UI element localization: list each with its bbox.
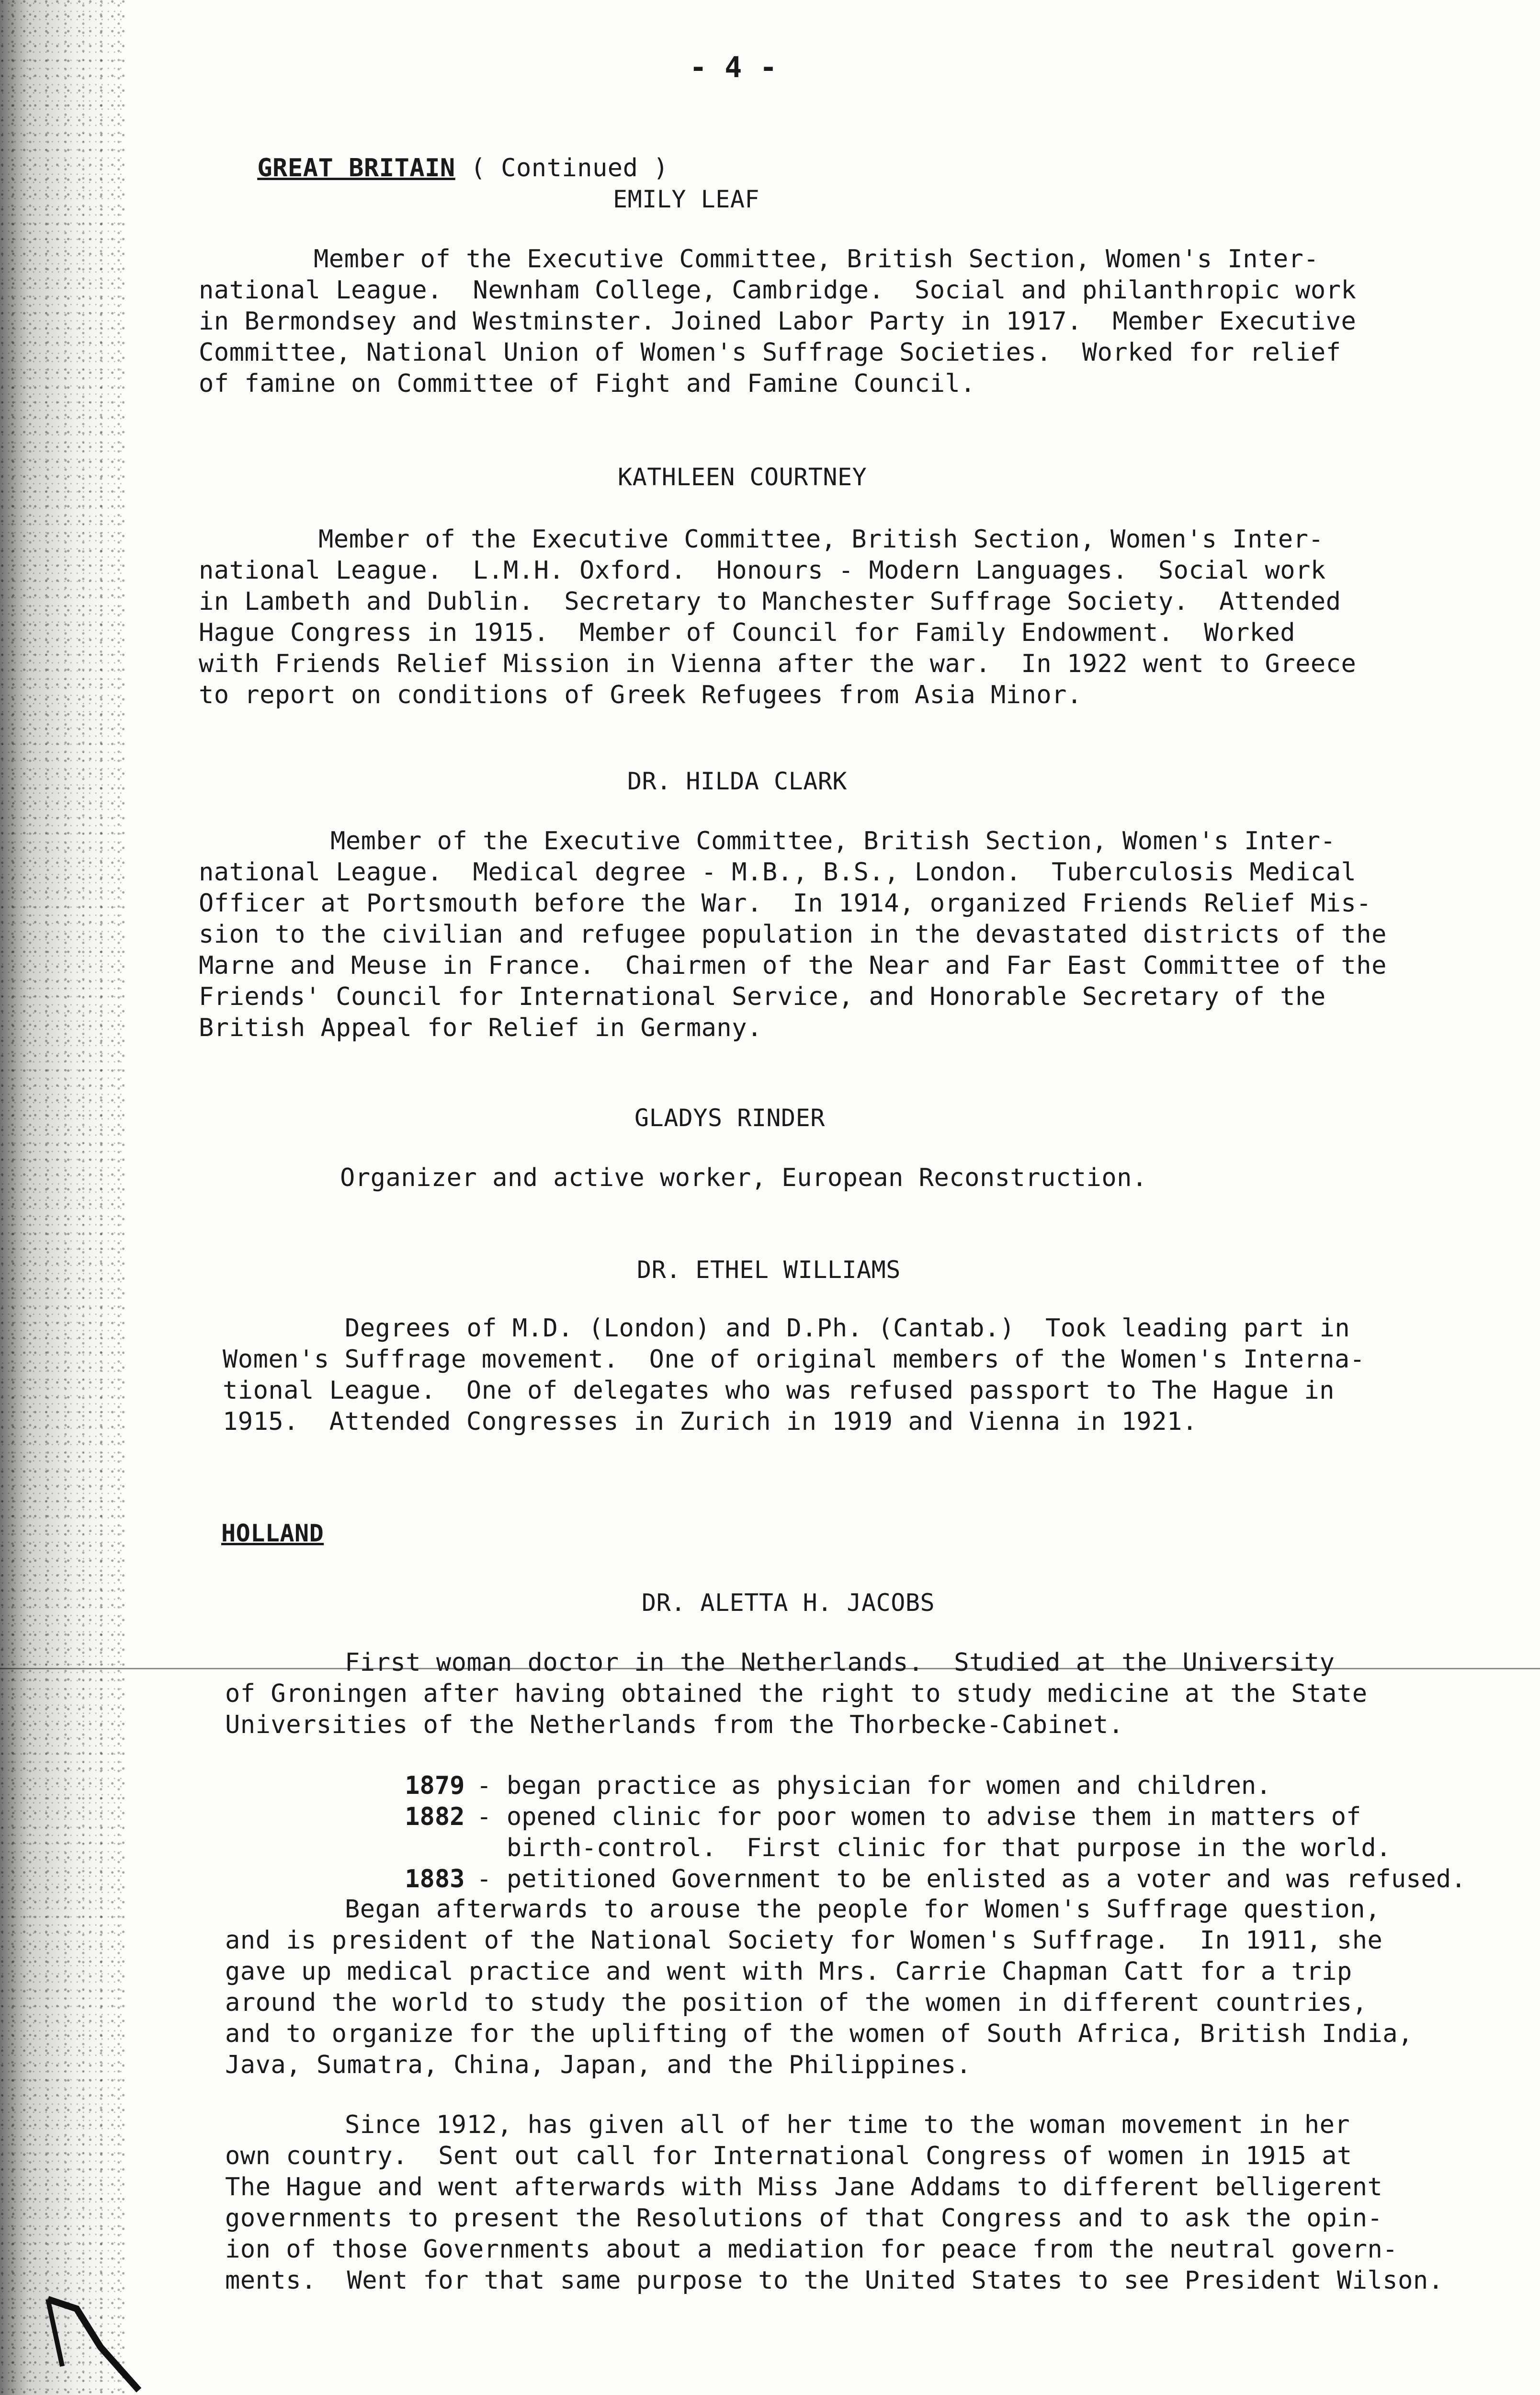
page-number: - 4 - bbox=[690, 51, 778, 84]
entry-line: Member of the Executive Committee, British Section, Women's Inter- bbox=[318, 525, 1324, 554]
entry-line: ments. Went for that same purpose to the United States to see President Wilson. bbox=[225, 2266, 1444, 2295]
timeline-year: 1882 bbox=[405, 1802, 465, 1831]
entry-line: tional League. One of delegates who was refused passport to The Hague in bbox=[223, 1376, 1335, 1405]
entry-line: in Lambeth and Dublin. Secretary to Manchester Suffrage Society. Attended bbox=[199, 587, 1341, 616]
corner-pencil-mark bbox=[43, 2290, 153, 2395]
entry-line: with Friends Relief Mission in Vienna after the war. In 1922 went to Greece bbox=[199, 650, 1357, 678]
entry-line: Member of the Executive Committee, British Section, Women's Inter- bbox=[314, 245, 1319, 274]
entry-line: to report on conditions of Greek Refugees from Asia Minor. bbox=[199, 681, 1082, 709]
timeline-text: - began practice as physician for women and children. bbox=[476, 1771, 1271, 1800]
timeline-year: 1879 bbox=[405, 1771, 465, 1800]
entry-line: Officer at Portsmouth before the War. In 1914, organized Friends Relief Mis- bbox=[199, 889, 1372, 918]
entry-line: First woman doctor in the Netherlands. Studied at the University bbox=[345, 1648, 1335, 1677]
scan-edge-noise bbox=[0, 0, 125, 2395]
timeline-text: birth-control. First clinic for that purpose in the world. bbox=[476, 1834, 1391, 1862]
entry-line: 1915. Attended Congresses in Zurich in 1919 and Vienna in 1921. bbox=[223, 1407, 1198, 1436]
entry-line: of Groningen after having obtained the right to study medicine at the State bbox=[225, 1679, 1368, 1708]
entry-line: in Bermondsey and Westminster. Joined Labor Party in 1917. Member Executive bbox=[199, 307, 1357, 336]
entry-line: around the world to study the position of the women in different countries, bbox=[225, 1988, 1368, 2017]
entry-line: Degrees of M.D. (London) and D.Ph. (Cantab.) Took leading part in bbox=[345, 1314, 1350, 1343]
timeline-text: - opened clinic for poor women to advise them in matters of bbox=[476, 1802, 1361, 1831]
entry-name: DR. ETHEL WILLIAMS bbox=[637, 1256, 901, 1284]
entry-name: GLADYS RINDER bbox=[634, 1104, 825, 1132]
entry-line: British Appeal for Relief in Germany. bbox=[199, 1014, 762, 1042]
entry-line: Universities of the Netherlands from the Thorbecke-Cabinet. bbox=[225, 1711, 1124, 1739]
timeline-year: 1883 bbox=[405, 1865, 465, 1893]
entry-line: Committee, National Union of Women's Suffrage Societies. Worked for relief bbox=[199, 338, 1341, 367]
entry-line: of famine on Committee of Fight and Famine Council. bbox=[199, 369, 976, 398]
entry-line: ion of those Governments about a mediation for peace from the neutral govern- bbox=[225, 2235, 1398, 2264]
entry-line: Women's Suffrage movement. One of original members of the Women's Interna- bbox=[223, 1345, 1365, 1374]
entry-line: Marne and Meuse in France. Chairmen of the Near and Far East Committee of the bbox=[199, 951, 1387, 980]
entry-line: governments to present the Resolutions of that Congress and to ask the opin- bbox=[225, 2204, 1383, 2233]
entry-line: national League. L.M.H. Oxford. Honours - Modern Languages. Social work bbox=[199, 556, 1326, 585]
entry-line: Friends' Council for International Service, and Honorable Secretary of the bbox=[199, 982, 1326, 1011]
entry-name: KATHLEEN COURTNEY bbox=[618, 463, 867, 491]
entry-name: DR. ALETTA H. JACOBS bbox=[642, 1589, 935, 1617]
section-country: GREAT BRITAIN bbox=[257, 154, 455, 182]
timeline-text: - petitioned Government to be enlisted as a voter and was refused. bbox=[476, 1865, 1466, 1893]
entry-line: national League. Newnham College, Cambridge. Social and philanthropic work bbox=[199, 276, 1357, 305]
entry-line: Organizer and active worker, European Reconstruction. bbox=[340, 1163, 1147, 1192]
entry-line: gave up medical practice and went with Mrs. Carrie Chapman Catt for a trip bbox=[225, 1957, 1352, 1986]
entry-line: and is president of the National Society for Women's Suffrage. In 1911, she bbox=[225, 1926, 1383, 1955]
entry-line: Since 1912, has given all of her time to the woman movement in her bbox=[345, 2110, 1350, 2139]
entry-line: and to organize for the uplifting of the women of South Africa, British India, bbox=[225, 2019, 1413, 2048]
entry-line: The Hague and went afterwards with Miss Jane Addams to different belligerent bbox=[225, 2173, 1383, 2201]
entry-name: DR. HILDA CLARK bbox=[627, 767, 848, 795]
section-country-holland: HOLLAND bbox=[221, 1519, 324, 1547]
section-heading bbox=[196, 124, 668, 213]
entry-line: national League. Medical degree - M.B., B.S., London. Tuberculosis Medical bbox=[199, 858, 1357, 887]
entry-line: own country. Sent out call for International Congress of women in 1915 at bbox=[225, 2142, 1352, 2170]
entry-line: Member of the Executive Committee, British Section, Women's Inter- bbox=[330, 827, 1336, 855]
entry-name: EMILY LEAF bbox=[613, 185, 760, 213]
entry-line: Hague Congress in 1915. Member of Council for Family Endowment. Worked bbox=[199, 618, 1296, 647]
entry-line: Java, Sumatra, China, Japan, and the Philippines. bbox=[225, 2051, 972, 2079]
entry-line: Began afterwards to arouse the people for Women's Suffrage question, bbox=[345, 1895, 1381, 1924]
entry-line: sion to the civilian and refugee population in the devastated districts of the bbox=[199, 920, 1387, 949]
section-continued: ( Continued ) bbox=[470, 154, 669, 182]
